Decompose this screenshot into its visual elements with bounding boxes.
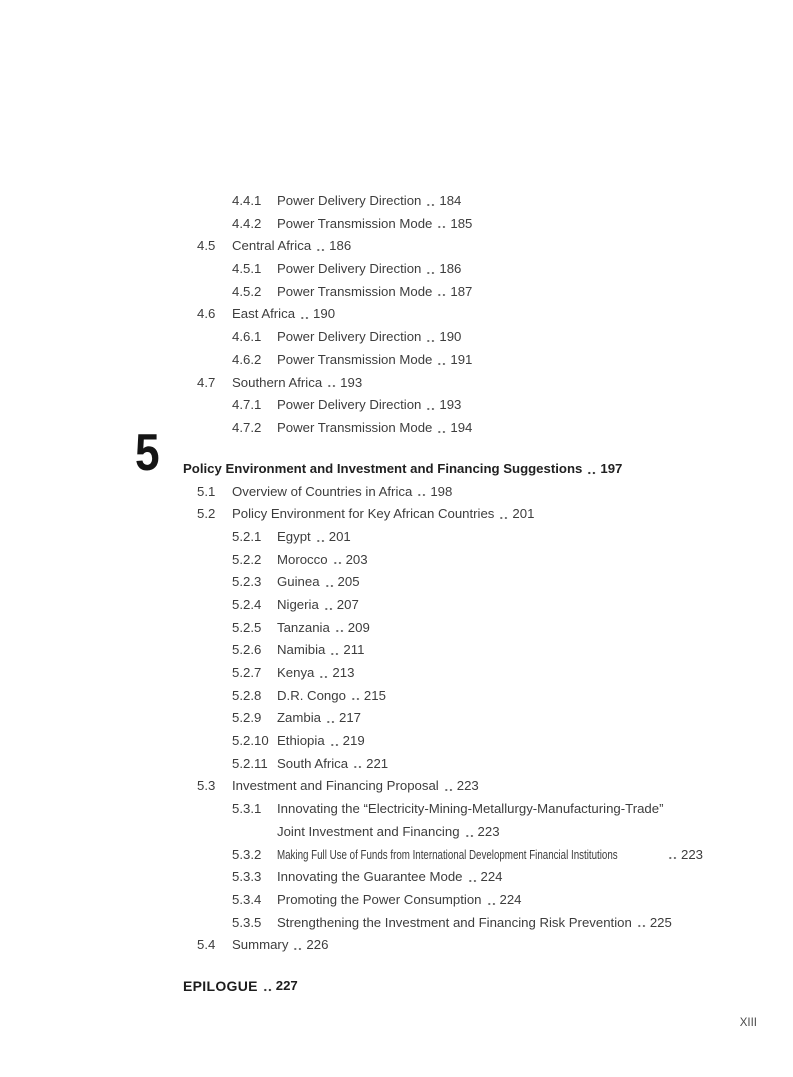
toc-entry-number: 5.3.5 [232, 914, 262, 930]
dot-leader [325, 571, 335, 594]
toc-entry-label: Strengthening the Investment and Financing Risk Prevention [277, 914, 632, 930]
toc-entry-number: 5.2.2 [232, 551, 262, 567]
toc-entry-row [135, 775, 690, 798]
dot-leader [293, 934, 303, 957]
toc-entry-number: 5.2.6 [232, 642, 262, 658]
dot-leader [351, 685, 361, 708]
dot-leader [417, 481, 427, 504]
toc-entry-label: Making Full Use of Funds from International Development Financial Institutions [277, 846, 618, 862]
toc-entry-page-number: 191 [450, 351, 473, 367]
dot-leader [465, 821, 475, 844]
toc-entry-page-number: 194 [450, 419, 473, 435]
toc-entry-row [135, 798, 690, 843]
toc-entry-number: 5.2.5 [232, 619, 262, 635]
toc-entry-number: 4.5.1 [232, 261, 262, 277]
toc-entry-row [135, 594, 690, 617]
toc-entry-number: 4.6.1 [232, 329, 262, 345]
toc-entry-label: Central Africa [232, 238, 312, 254]
toc-entry-page-number: 223 [477, 823, 500, 839]
toc-entry-page-number: 215 [363, 687, 386, 703]
dot-leader [668, 844, 678, 867]
toc-entry-page-number: 184 [439, 193, 462, 208]
toc-entry-label: Tanzania [277, 619, 330, 635]
toc-entry-label: Summary [232, 937, 289, 953]
toc-entry-page-number: 187 [450, 283, 473, 299]
toc-entry-page-number: 207 [336, 596, 359, 612]
toc-entry-page-number: 224 [480, 869, 503, 885]
toc-entry-line [135, 821, 690, 844]
toc-entry-number: 5.2.11 [232, 755, 268, 771]
toc-entry-number: 4.7.1 [232, 397, 262, 413]
toc-entry-number: 4.6.2 [232, 351, 262, 367]
toc-entry-label: Promoting the Power Consumption [277, 891, 482, 907]
toc-entry-page-number: 227 [275, 978, 298, 994]
toc-entry-row [135, 866, 690, 889]
toc-entry-row [135, 685, 690, 708]
toc-entry-row [135, 844, 704, 867]
toc-entry-number: 4.4.2 [232, 215, 262, 231]
toc-entry-row [135, 889, 690, 912]
toc-entry-page-number: 213 [332, 665, 355, 681]
toc-entry-number: 5.3.2 [232, 846, 262, 862]
toc-entry-label: Policy Environment for Key African Countries [232, 506, 495, 522]
toc-entry-number: 4.6 [197, 306, 216, 322]
toc-entry-row [135, 617, 690, 640]
toc-entry-label: Guinea [277, 574, 320, 590]
toc-entry-number: 5.2.8 [232, 687, 262, 703]
toc-entry-label: Nigeria [277, 596, 319, 612]
toc-entry-row [135, 235, 690, 258]
toc-entry-number: 5.1 [197, 483, 216, 499]
dot-leader [333, 549, 343, 572]
toc-entry-number: 5.2 [197, 506, 216, 522]
dot-leader [319, 662, 329, 685]
toc-entry-row [135, 503, 690, 526]
dot-leader [437, 349, 447, 372]
toc-entry-label: Power Delivery Direction [277, 261, 422, 277]
toc-entry-row [135, 281, 690, 304]
toc-entry-row [135, 481, 690, 504]
toc-entry-page-number: 193 [439, 397, 462, 413]
toc-entry-number: 4.7 [197, 374, 216, 390]
toc-entry-page-number: 211 [343, 642, 365, 658]
toc-entry-label: Namibia [277, 642, 326, 658]
toc-entry-number: 5.4 [197, 937, 216, 953]
toc-entry-label: Innovating the “Electricity-Mining-Metallurgy-Manufacturing-Trade” [277, 801, 664, 817]
toc-entry-row [135, 303, 690, 326]
toc-entry-page-number: 221 [366, 755, 389, 771]
toc-entry-number: 4.4.1 [232, 193, 262, 208]
toc-entry-number: 4.5 [197, 238, 216, 254]
dot-leader [444, 775, 454, 798]
toc-entry-label: Kenya [277, 665, 315, 681]
toc-entry-label: Power Delivery Direction [277, 397, 422, 413]
toc-entry-number: 5.3.1 [232, 801, 262, 817]
dot-leader [300, 303, 310, 326]
toc-entry-row [135, 394, 690, 417]
toc-entry-label: Power Transmission Mode [277, 419, 433, 435]
toc-entry-row [135, 258, 690, 281]
toc-entry-row [135, 571, 690, 594]
toc-entry-row [135, 912, 690, 935]
dot-leader [426, 190, 436, 213]
toc-entry-page-number: 201 [328, 528, 351, 544]
toc-entry-number: 5.3.4 [232, 891, 262, 907]
toc-entry-label: Zambia [277, 710, 321, 726]
dot-leader [437, 417, 447, 440]
toc-entry-label: Morocco [277, 551, 328, 567]
toc-entry-row [135, 934, 690, 957]
toc-entry-page-number: 224 [499, 891, 522, 907]
toc-entry-label: South Africa [277, 755, 349, 771]
toc-entry-page-number: 205 [337, 574, 360, 590]
toc-entry-row [135, 213, 690, 236]
toc-entry-label: Southern Africa [232, 374, 323, 390]
dot-leader [327, 372, 337, 395]
toc-entry-row [135, 753, 690, 776]
dot-leader [316, 526, 326, 549]
toc-entry-row [135, 549, 690, 572]
toc-entry-page-number: 198 [430, 483, 453, 499]
toc-entry-number: 5.2.3 [232, 574, 262, 590]
toc-entry-label: Innovating the Guarantee Mode [277, 869, 463, 885]
toc-entry-row [135, 190, 690, 213]
chapter-number-numeral: 5 [135, 423, 159, 482]
toc-entry-number: 5.3.3 [232, 869, 262, 885]
toc-entry-row [135, 349, 690, 372]
dot-leader [330, 639, 340, 662]
toc-entry-page-number: 217 [338, 710, 361, 726]
toc-entry-label: Power Delivery Direction [277, 193, 422, 208]
toc-entry-label: Overview of Countries in Africa [232, 483, 413, 499]
dot-leader [316, 235, 326, 258]
toc-entry-line [135, 798, 690, 821]
toc-entry-page-number: 223 [456, 778, 479, 794]
toc-entry-row [135, 372, 690, 395]
toc-entry-label: Egypt [277, 528, 311, 544]
toc-entry-number: 5.2.1 [232, 528, 262, 544]
toc-entry-row [135, 417, 690, 440]
dot-leader [426, 258, 436, 281]
dot-leader [637, 912, 647, 935]
toc-entry-page-number: 201 [512, 506, 535, 522]
dot-leader [330, 730, 340, 753]
dot-leader [499, 503, 509, 526]
toc-entry-label: Power Transmission Mode [277, 351, 433, 367]
toc-epilogue-row [135, 975, 690, 998]
toc-entry-page-number: 186 [329, 238, 352, 254]
dot-leader [426, 326, 436, 349]
dot-leader [324, 594, 334, 617]
toc-entry-label: East Africa [232, 306, 296, 322]
toc-entry-page-number: 197 [600, 460, 623, 476]
toc-entry-number: 5.2.4 [232, 596, 262, 612]
toc-entry-row [135, 662, 690, 685]
toc-chapter-title: Policy Environment and Investment and Financing Suggestions [183, 460, 583, 476]
page-footer-number: XIII [739, 1017, 757, 1029]
dot-leader [335, 617, 345, 640]
dot-leader [263, 975, 273, 998]
toc-entry-row [135, 730, 690, 753]
toc-entry-label: Investment and Financing Proposal [232, 778, 439, 794]
toc-entry-row [135, 639, 690, 662]
toc-entry-label-wrap [277, 844, 663, 867]
toc-entry-label: Joint Investment and Financing [277, 823, 460, 839]
toc-entry-number: 5.2.10 [232, 733, 269, 749]
toc-entry-page-number: 185 [450, 215, 473, 231]
toc-entry-number: 5.2.9 [232, 710, 262, 726]
dot-leader [437, 281, 447, 304]
dot-leader [487, 889, 497, 912]
dot-leader [326, 707, 336, 730]
toc-entry-row [135, 707, 690, 730]
toc-epilogue-title: EPILOGUE [183, 978, 258, 995]
toc-entry-page-number: 193 [340, 374, 363, 390]
toc-entry-label: Ethiopia [277, 733, 325, 749]
toc-entry-page-number: 186 [439, 261, 462, 277]
toc-entry-page-number: 203 [345, 551, 368, 567]
toc-entry-row [135, 526, 690, 549]
toc-entry-number: 5.2.7 [232, 665, 262, 681]
toc-entry-number: 4.7.2 [232, 419, 262, 435]
toc-entry-page-number: 190 [313, 306, 336, 322]
toc-entry-page-number: 226 [306, 937, 329, 953]
toc-entry-page-number: 223 [681, 846, 704, 862]
toc-entry-row [135, 326, 690, 349]
toc-entry-number: 5.3 [197, 778, 216, 794]
toc-entry-number: 4.5.2 [232, 283, 262, 299]
toc-entry-label: Power Transmission Mode [277, 283, 433, 299]
toc-entry-page-number: 219 [342, 733, 365, 749]
dot-leader [468, 866, 478, 889]
toc-entry-page-number: 190 [439, 329, 462, 345]
dot-leader [587, 458, 597, 481]
dot-leader [437, 213, 447, 236]
toc-entry-page-number: 225 [649, 914, 672, 930]
toc-entry-page-number: 209 [347, 619, 370, 635]
toc-entry-label: Power Delivery Direction [277, 329, 422, 345]
table-of-contents [135, 190, 704, 998]
toc-entry-label: D.R. Congo [277, 687, 346, 703]
toc-entry-label: Power Transmission Mode [277, 215, 433, 231]
dot-leader [426, 394, 436, 417]
dot-leader [353, 753, 363, 776]
